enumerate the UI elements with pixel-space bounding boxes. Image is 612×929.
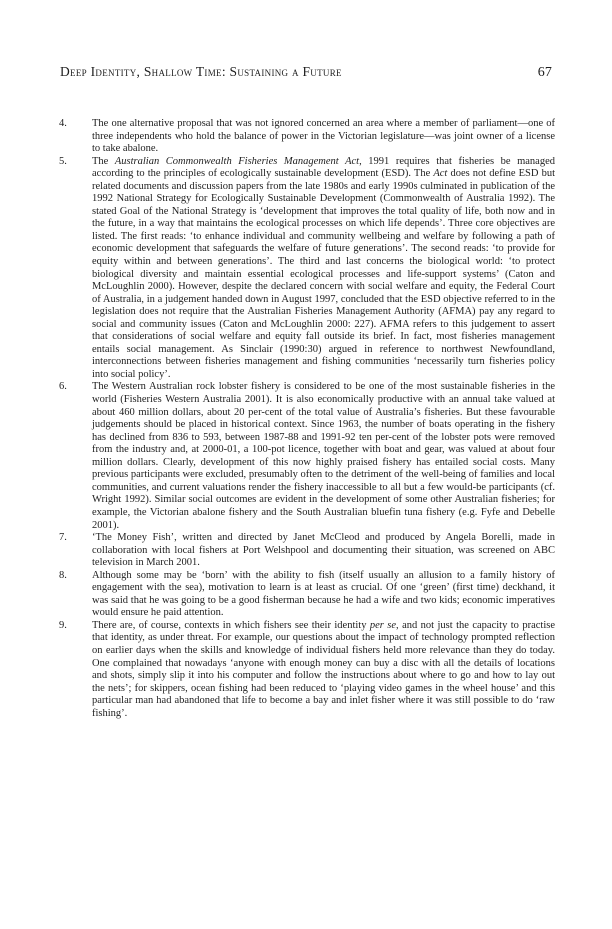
note-4: [59, 118, 555, 156]
note-number: 5.: [59, 155, 67, 167]
note-number: 8.: [59, 569, 67, 581]
note-text: The Western Australian rock lobster fishery is considered to be one of the most sustainable fisheries in the world (Fisheries Western Australia 2001). It is also economically productive with an annual take valued at about 460 million dollars, about 20 per-cent of the total value of Australia’s fisheries. But these favourable judgements should be placed in historical context. Since 1963, the number of boats operating in the fishery has declined from 836 to 593, between 1987-88 and 1991-92 ten per-cent of the lobster pots were removed from the industry and, at 2000-01, a 100-pot licence, together with boat and gear, was valued at about four million dollars. Clearly, development of this now highly praised fishery has entailed social costs. Many previous participants were excluded, presumably often to the detriment of the well-being of families and local communities, and current valuations render the fishery inaccessible to all but a few would-be participants (cf. Wright 1992). Similar social outcomes are evident in the development of some other Australian fisheries; for example, the Victorian abalone fishery and the South Australian bluefin tuna fishery (e.g. Fyfe and Debelle 2001).: [92, 381, 555, 531]
note-5: [59, 156, 555, 382]
running-title: Deep Identity, Shallow Time: Sustaining a Future: [60, 64, 342, 79]
note-text: The one alternative proposal that was not ignored concerned an area where a member of parliament—one of three independents who hold the balance of power in the Victorian legislature—was joint owner of a license to take abalone.: [92, 118, 555, 155]
note-text: There are, of course, contexts in which fishers see their identity per se, and not just the capacity to practise that identity, as under threat. For example, our questions about the impact of technology prompted reflection on earlier days when the skills and knowledge of individual fishers held more relevance than they do today. One complained that nowadays ‘anyone with enough money can buy a disc with all the details of locations and shots, simply slip it into his computer and follow the instructions about where to go and how to lay out the nets’; for skippers, ocean fishing had been reduced to ‘playing video games in the wheel house’ and this particular man had abandoned that life to become a bay and inlet fisher where it was still possible to do ‘raw fishing’.: [92, 619, 555, 719]
note-number: 7.: [59, 532, 67, 544]
running-header: [60, 64, 552, 81]
note-text: ‘The Money Fish’, written and directed by Janet McCleod and produced by Angela Borelli, made in collaboration with local fishers at Port Welshpool and documenting their situation, was screened on ABC television in March 2001.: [92, 532, 555, 569]
per-se-italic: per se: [369, 619, 397, 631]
note-6: [59, 381, 555, 532]
note-8: [59, 570, 555, 620]
note-text: The Australian Commonwealth Fisheries Management Act, 1991 requires that fisheries be managed according to the principles of ecologically sustainable development (ESD). The Act does not define ESD but related documents and discussion papers from the late 1980s and early 1990s culminated in publication of the 1992 National Strategy for Ecologically Sustainable Development (Commonwealth of Australia 1992). The stated Goal of the National Strategy is ‘development that improves the total quality of life, both now and in the future, in a way that maintains the ecological processes on which life depends’. Three core objectives are listed. The first reads: ‘to enhance individual and community wellbeing and welfare by following a path of economic development that safeguards the welfare of future generations’. The second reads: ‘to provide for equity within and between generations’. The third and last concerns the biological world: ‘to protect biological diversity and maintain essential ecological processes and life-support systems’ (Caton and McLoughlin 2000). However, despite the declared concern with social welfare and equity, the Federal Court of Australia, in a judgement handed down in August 1997, concluded that the ESD objective referred to in the legislation does not require that the Australian Fisheries Management Authority (AFMA) pay any regard to social and community issues (Caton and McLoughlin 2000: 227). AFMA refers to this judgement to assert that considerations of social welfare and equity fall outside its brief. In fact, most fisheries management entails social management. As Sinclair (1990:30) argued in reference to northwest Newfoundland, interconnections between fisheries management and fishing communities ‘necessarily turn fisheries policy into social policy’.: [92, 155, 555, 380]
act-title: Australian Commonwealth Fisheries Management Act: [114, 155, 360, 167]
page-number: 67: [537, 65, 552, 80]
note-number: 9.: [59, 619, 67, 631]
note-9: [59, 620, 555, 720]
endnotes: [59, 118, 555, 720]
note-text: Although some may be ‘born’ with the ability to fish (itself usually an allusion to a family history of engagement with the sea), motivation to learn is at least as crucial. Of one ‘green’ (first time) deckhand, it was said that he was going to be a good fisherman because he had a wife and two kids; economic imperatives would ensure he paid attention.: [92, 569, 555, 619]
note-7: [59, 532, 555, 570]
note-number: 6.: [59, 381, 67, 393]
act-ref: Act: [433, 168, 448, 180]
note-number: 4.: [59, 118, 67, 129]
